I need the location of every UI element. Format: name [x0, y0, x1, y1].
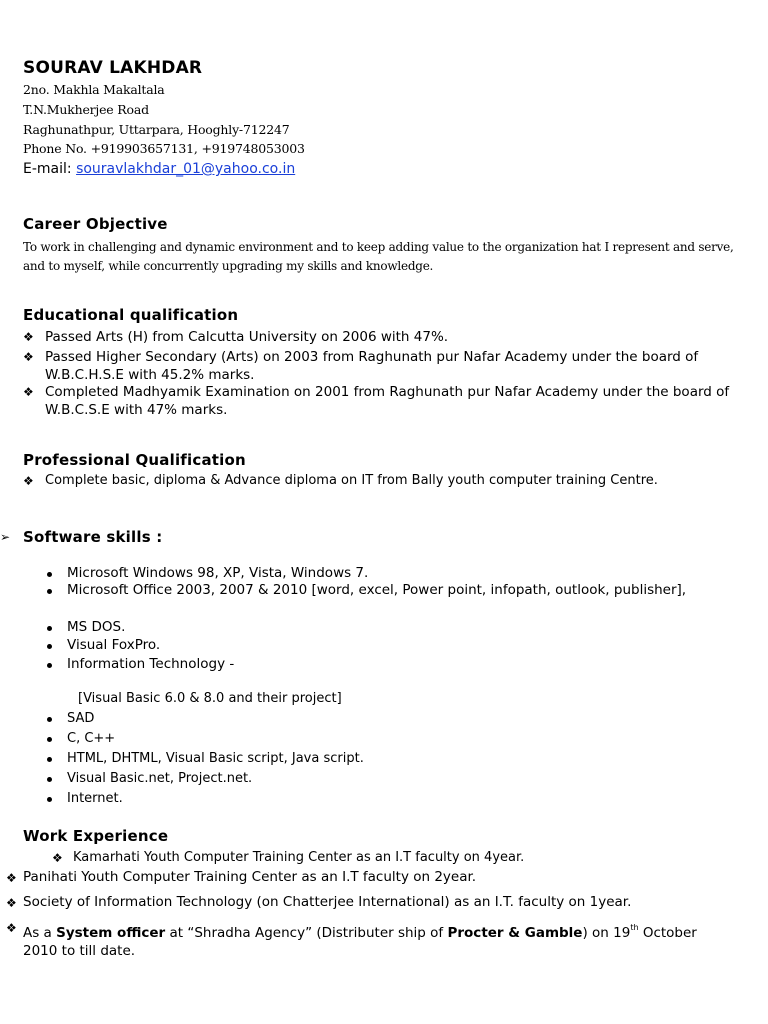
software-item-10: Internet.	[67, 791, 123, 806]
arrow-bullet-icon: ➢	[0, 530, 11, 544]
career-objective-heading: Career Objective	[23, 215, 168, 233]
address-line-1: 2no. Makhla Makaltala	[23, 82, 165, 97]
software-item-2: Microsoft Office 2003, 2007 & 2010 [word, excel, Power point, infopath, outlook, publisher],	[67, 582, 687, 598]
professional-heading: Professional Qualification	[23, 451, 246, 469]
work-item-4-company: Procter & Gamble	[447, 925, 583, 941]
email-line	[23, 161, 295, 177]
work-item-4-text-4: October 2010 to till date.	[23, 925, 697, 959]
diamond-bullet-icon: ❖	[52, 851, 63, 865]
software-item-9: Visual Basic.net, Project.net.	[67, 771, 253, 786]
bullet-dot-icon	[47, 589, 52, 594]
address-line-3: Raghunathpur, Uttarpara, Hooghly-712247	[23, 122, 290, 137]
software-skills-heading: Software skills :	[23, 528, 163, 546]
bullet-dot-icon	[47, 737, 52, 742]
work-item-4-role: System officer	[56, 925, 166, 941]
bullet-dot-icon	[47, 626, 52, 631]
bullet-dot-icon	[47, 777, 52, 782]
candidate-name: SOURAV LAKHDAR	[23, 58, 203, 78]
work-item-3: Society of Information Technology (on Chatterjee International) as an I.T. faculty on 1year.	[23, 894, 632, 910]
education-heading: Educational qualification	[23, 306, 239, 324]
diamond-bullet-icon: ❖	[6, 871, 17, 885]
work-experience-heading: Work Experience	[23, 827, 169, 845]
diamond-bullet-icon: ❖	[23, 350, 34, 364]
bullet-dot-icon	[47, 797, 52, 802]
work-item-4-text-1: As a	[23, 925, 57, 941]
work-item-4-superscript: th	[630, 923, 639, 932]
education-item-1: Passed Arts (H) from Calcutta University on 2006 with 47%.	[45, 329, 449, 345]
diamond-bullet-icon: ❖	[6, 896, 17, 910]
software-item-3: MS DOS.	[67, 619, 126, 635]
work-item-4-text-2: at “Shradha Agency” (Distributer ship of	[165, 925, 448, 941]
software-item-7: C, C++	[67, 731, 116, 746]
software-item-8: HTML, DHTML, Visual Basic script, Java script.	[67, 751, 364, 766]
bullet-dot-icon	[47, 663, 52, 668]
bullet-dot-icon	[47, 644, 52, 649]
software-item-5: Information Technology -	[67, 656, 235, 672]
work-item-4	[23, 919, 713, 960]
software-sub-note: [Visual Basic 6.0 & 8.0 and their project]	[78, 691, 342, 706]
diamond-bullet-icon: ❖	[6, 921, 17, 935]
bullet-dot-icon	[47, 757, 52, 762]
diamond-bullet-icon: ❖	[23, 385, 34, 399]
email-label: E-mail:	[23, 161, 77, 177]
professional-item-1: Complete basic, diploma & Advance diploma on IT from Bally youth computer training Centre.	[45, 473, 658, 488]
work-item-4-text-3: ) on 19	[582, 925, 631, 941]
address-line-2: T.N.Mukherjee Road	[23, 102, 149, 117]
bullet-dot-icon	[47, 717, 52, 722]
work-item-1: Kamarhati Youth Computer Training Center as an I.T faculty on 4year.	[73, 850, 525, 865]
education-item-3: Completed Madhyamik Examination on 2001 from Raghunath pur Nafar Academy under the board of W.B.C.S.E with 47% marks.	[45, 384, 730, 418]
software-item-4: Visual FoxPro.	[67, 637, 161, 653]
career-objective-text: To work in challenging and dynamic environment and to keep adding value to the organization hat I represent and serve, and to myself, while concurrently upgrading my skills and knowledge.	[23, 240, 734, 273]
diamond-bullet-icon: ❖	[23, 330, 34, 344]
phone-line: Phone No. +919903657131, +919748053003	[23, 141, 305, 156]
software-item-6: SAD	[67, 711, 95, 726]
education-item-2: Passed Higher Secondary (Arts) on 2003 from Raghunath pur Nafar Academy under the board of W.B.C.H.S.E with 45.2% marks.	[45, 349, 699, 383]
software-item-1: Microsoft Windows 98, XP, Vista, Windows 7.	[67, 565, 369, 581]
diamond-bullet-icon: ❖	[23, 474, 34, 488]
work-item-2: Panihati Youth Computer Training Center as an I.T faculty on 2year.	[23, 869, 477, 885]
email-link[interactable]: souravlakhdar_01@yahoo.co.in	[76, 161, 296, 177]
bullet-dot-icon	[47, 572, 52, 577]
